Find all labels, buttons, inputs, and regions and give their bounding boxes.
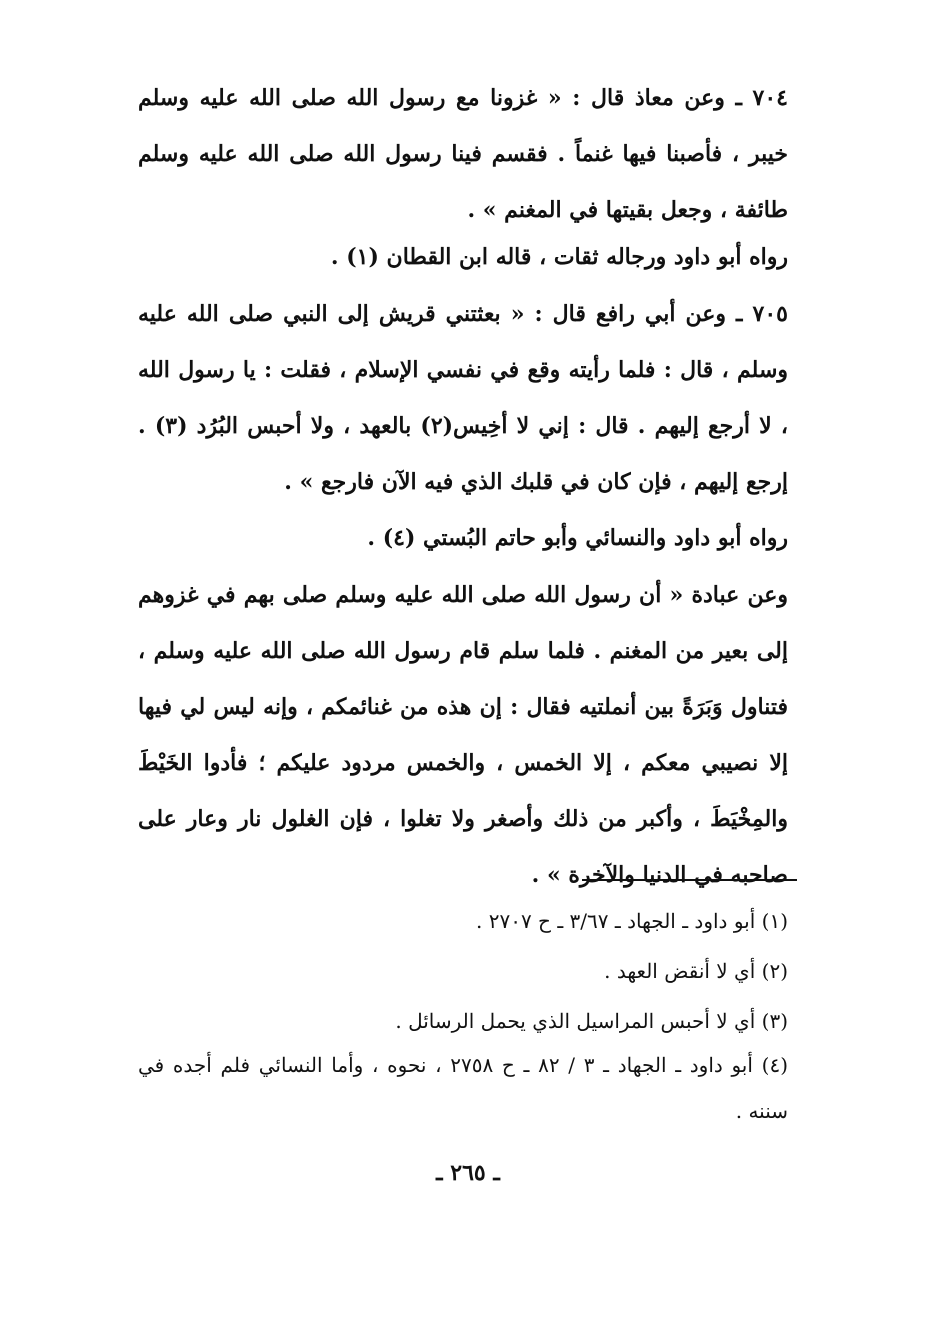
hadith-704-narration-block bbox=[138, 229, 788, 285]
footnote-4: (٤) أبو داود ـ الجهاد ـ ٣ / ٨٢ ـ ح ٢٧٥٨ ، نحوه ، وأما النسائي فلم أجده في سننه . bbox=[138, 1053, 788, 1123]
hadith-704-text: ٧٠٤ ـ وعن معاذ قال : « غزونا مع رسول الله صلى الله عليه وسلم خيبر ، فأصبنا فيها غنماً . فقسم فينا رسول الله صلى الله عليه وسلم طائفة ، وجعل بقيتها في المغنم » . bbox=[138, 85, 788, 223]
hadith-705-narration-block bbox=[138, 510, 788, 566]
ubada-hadith-block bbox=[138, 567, 788, 903]
footnote-4-block bbox=[138, 1042, 788, 1134]
footnote-3: (٣) أي لا أحبس المراسيل الذي يحمل الرسائل . bbox=[395, 1009, 788, 1033]
hadith-705-text: ٧٠٥ ـ وعن أبي رافع قال : « بعثتني قريش إلى النبي صلى الله عليه وسلم ، قال : فلما رأيته وقع في نفسي الإسلام ، فقلت : يا رسول الله ، لا أرجع إليهم . قال : إني لا أخِيس(٢) بالعهد ، ولا أحبس البُرُد (٣) . إرجع إليهم ، فإن كان في قلبك الذي فيه الآن فارجع » . bbox=[138, 301, 789, 495]
footnote-2: (٢) أي لا أنقض العهد . bbox=[604, 959, 788, 983]
footnote-divider bbox=[582, 879, 797, 881]
footnote-1: (١) أبو داود ـ الجهاد ـ ٣/٦٧ ـ ح ٢٧٠٧ . bbox=[476, 909, 788, 933]
hadith-705-narration: رواه أبو داود والنسائي وأبو حاتم البُستي (٤) . bbox=[367, 525, 788, 551]
hadith-704-narration: رواه أبو داود ورجاله ثقات ، قاله ابن القطان (١) . bbox=[330, 244, 788, 270]
footnotes-block bbox=[138, 896, 788, 1046]
ubada-hadith-text: وعن عبادة « أن رسول الله صلى الله عليه وسلم صلى بهم في غزوهم إلى بعير من المغنم . فلما سلم قام رسول الله صلى الله عليه وسلم ، فتناول وَبَرَةً بين أنملتيه فقال : إن هذه من غنائمكم ، وإنه ليس لي فيها إلا نصيبي معكم ، إلا الخمس ، والخمس مردود عليكم ؛ فأدوا الخَيْطَ والمِخْيَطَ ، وأكبر من ذلك وأصغر ولا تغلوا ، فإن الغلول نار وعار على صاحبه في الدنيا والآخرة » . bbox=[138, 582, 788, 888]
hadith-705-block bbox=[138, 286, 788, 510]
page-number: ـ ٢٦٥ ـ bbox=[436, 1160, 500, 1186]
hadith-704-block bbox=[138, 70, 788, 238]
